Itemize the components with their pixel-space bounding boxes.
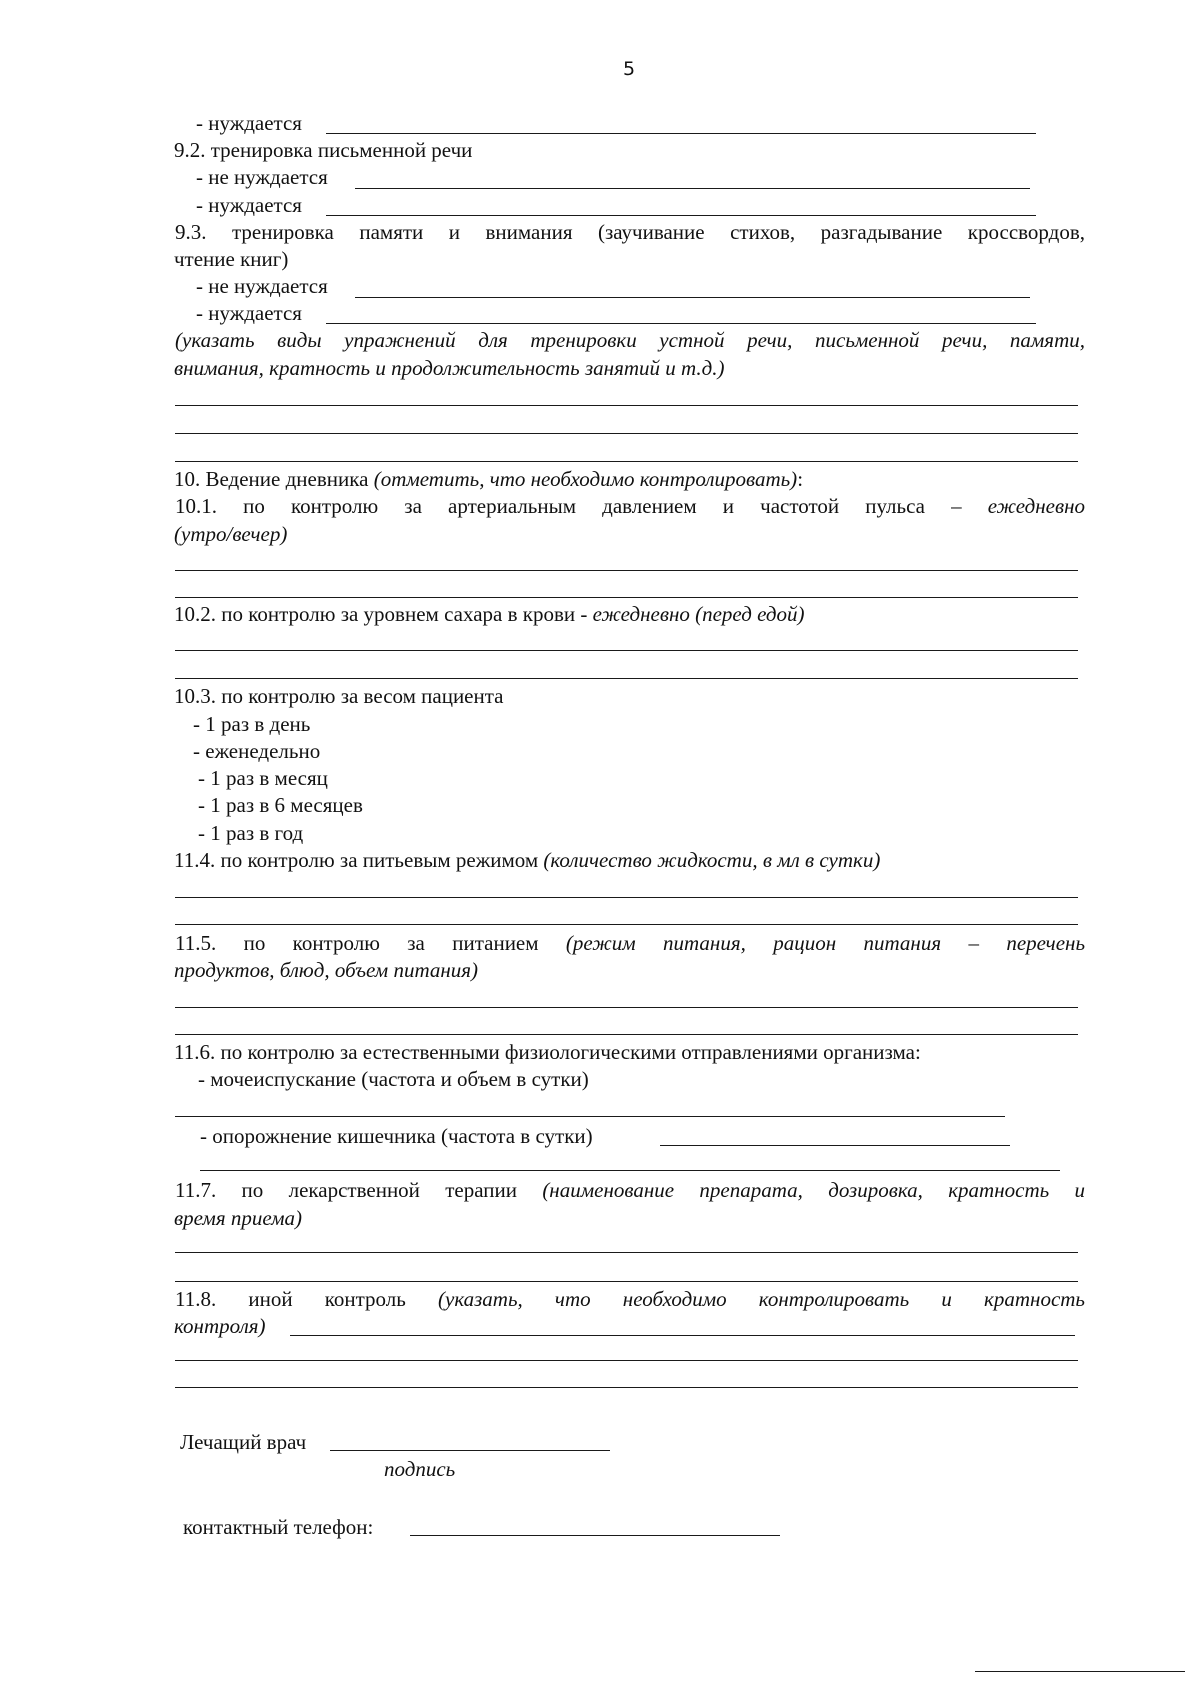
fill-line	[175, 1281, 1078, 1282]
page-number: 5	[623, 58, 636, 80]
fill-line	[175, 570, 1078, 571]
item-11-7-note: (наименование препарата, дозировка, кратность и	[542, 1178, 1085, 1202]
exercise-note: (указать виды упражнений для тренировки устной речи, письменной речи, памяти,	[175, 328, 1085, 352]
item-11-5-note: (режим питания, рацион питания – перечень	[565, 931, 1085, 955]
item-11-8-text: 11.8. иной контроль	[175, 1287, 438, 1311]
weight-option: - 1 раз в месяц	[198, 766, 328, 790]
fill-line	[175, 433, 1078, 434]
fill-line	[660, 1145, 1010, 1146]
not-needed-line: - не нуждается	[196, 165, 328, 189]
footer-rule	[975, 1671, 1185, 1672]
item-11-5-cont: продуктов, блюд, объем питания)	[174, 958, 479, 982]
fill-line	[290, 1335, 1075, 1336]
item-9-3: 9.3. тренировка памяти и внимания (заучивание стихов, разгадывание кроссвордов,	[175, 220, 1085, 244]
fill-line	[200, 1170, 1060, 1171]
fill-line	[175, 1252, 1078, 1253]
item-11-7	[175, 1177, 1085, 1203]
fill-line	[175, 1360, 1078, 1361]
item-10-1	[175, 493, 1085, 519]
weight-option: - еженедельно	[193, 739, 321, 763]
item-11-5-text: 11.5. по контролю за питанием	[175, 931, 566, 955]
item-10-2-text: 10.2. по контролю за уровнем сахара в крови -	[174, 602, 593, 626]
urination-line: - мочеиспускание (частота и объем в сутки)	[198, 1067, 589, 1091]
needs-line: - нуждается	[196, 301, 302, 325]
section-10-title	[174, 466, 803, 492]
fill-line	[326, 323, 1036, 324]
fill-line	[175, 1007, 1078, 1008]
item-10-2-freq: ежедневно (перед едой)	[592, 602, 805, 626]
item-11-4-note: (количество жидкости, в мл в сутки)	[543, 848, 881, 872]
needs-line: - нуждается	[196, 193, 302, 217]
item-10-1-freq: ежедневно	[987, 494, 1085, 518]
item-11-4	[174, 847, 880, 873]
fill-line	[355, 188, 1030, 189]
bowel-line: - опорожнение кишечника (частота в сутки)	[200, 1124, 593, 1148]
item-10-1-text: 10.1. по контролю за артериальным давлением и частотой пульса –	[175, 494, 988, 518]
fill-line	[175, 1387, 1078, 1388]
item-10-3: 10.3. по контролю за весом пациента	[174, 684, 504, 708]
fill-line	[175, 924, 1078, 925]
signature-line	[330, 1450, 610, 1451]
section-10-title-colon: :	[797, 467, 804, 491]
item-9-3-cont: чтение книг)	[174, 247, 289, 271]
item-11-8-cont: контроля)	[174, 1314, 266, 1338]
fill-line	[175, 597, 1078, 598]
signature-caption: подпись	[384, 1457, 456, 1481]
item-9-2: 9.2. тренировка письменной речи	[174, 138, 473, 162]
fill-line	[175, 678, 1078, 679]
needs-line: - нуждается	[196, 111, 302, 135]
fill-line	[175, 650, 1078, 651]
item-11-7-text: 11.7. по лекарственной терапии	[175, 1178, 543, 1202]
item-10-2	[174, 601, 805, 627]
phone-line	[410, 1535, 780, 1536]
fill-line	[326, 133, 1036, 134]
item-11-7-cont: время приема)	[174, 1206, 303, 1230]
section-10-title-note: (отметить, что необходимо контролировать)	[373, 467, 798, 491]
item-10-1-cont: (утро/вечер)	[174, 522, 288, 546]
fill-line	[175, 461, 1078, 462]
weight-option: - 1 раз в год	[198, 821, 304, 845]
fill-line	[175, 405, 1078, 406]
fill-line	[175, 897, 1078, 898]
weight-option: - 1 раз в день	[193, 712, 311, 736]
fill-line	[326, 215, 1036, 216]
fill-line	[175, 1116, 1005, 1117]
item-11-8-note: (указать, что необходимо контролировать и кратность	[438, 1287, 1085, 1311]
phone-label: контактный телефон:	[183, 1515, 374, 1539]
exercise-note-cont: внимания, кратность и продолжительность занятий и т.д.)	[174, 356, 725, 380]
item-11-8	[175, 1286, 1085, 1312]
item-11-4-text: 11.4. по контролю за питьевым режимом	[174, 848, 544, 872]
item-11-5	[175, 930, 1085, 956]
item-11-6: 11.6. по контролю за естественными физиологическими отправлениями организма:	[174, 1040, 921, 1064]
fill-line	[175, 1034, 1078, 1035]
doctor-label: Лечащий врач	[180, 1430, 307, 1454]
weight-option: - 1 раз в 6 месяцев	[198, 793, 363, 817]
not-needed-line: - не нуждается	[196, 274, 328, 298]
fill-line	[355, 297, 1030, 298]
section-10-title-text: 10. Ведение дневника	[174, 467, 374, 491]
